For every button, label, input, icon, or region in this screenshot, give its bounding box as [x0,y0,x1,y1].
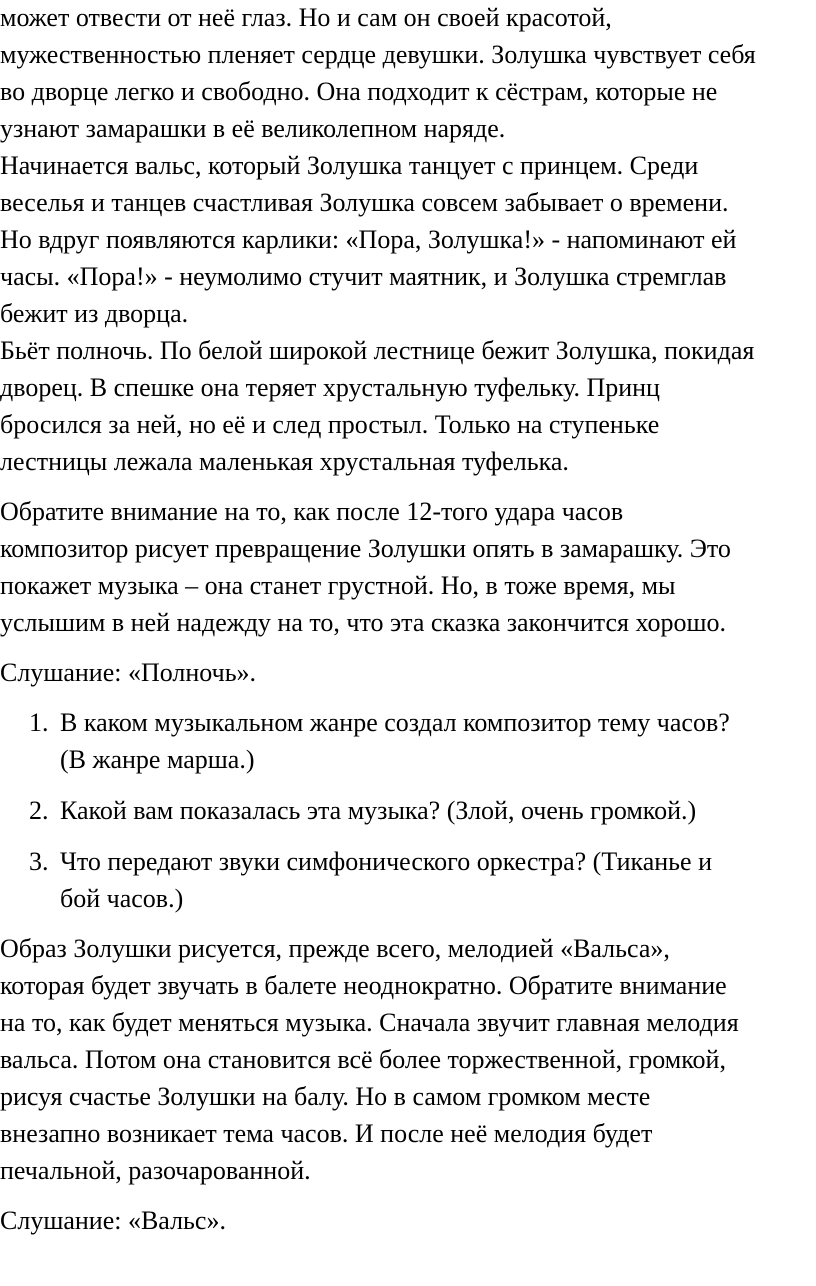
text-line: Обратите внимание на то, как после 12-того удара часов [0,497,624,526]
paragraph-attention [0,493,816,641]
text-line: композитор рисует превращение Золушки опять в замарашку. Это [0,534,731,563]
question-number: 1. [29,708,49,737]
spacer [0,829,816,843]
spacer [0,691,816,704]
spacer [0,1189,816,1202]
text-line: бросился за ней, но её и след простыл. Только на ступеньке [0,410,660,439]
spacer [0,641,816,654]
question-text-line: Какой вам показалась эта музыка? (Злой, очень громкой.) [60,796,697,825]
text-line: Образ Золушки рисуется, прежде всего, мелодией «Вальса», [0,934,670,963]
question-item [0,843,816,917]
question-text-line: (В жанре марша.) [60,745,255,774]
question-item [0,704,816,778]
text-line: узнают замарашки в её великолепном наряде. [0,114,506,143]
question-text-line: Что передают звуки симфонического оркестра? (Тиканье и [60,847,712,876]
spacer [0,917,816,930]
text-line: Бьёт полночь. По белой широкой лестнице бежит Золушка, покидая [0,336,755,365]
question-text-line: В каком музыкальном жанре создал композитор тему часов? [60,708,730,737]
text-line: может отвести от неё глаз. Но и сам он своей красотой, [0,3,612,32]
text-line: на то, как будет меняться музыка. Сначала звучит главная мелодия [0,1008,739,1037]
listening-midnight-heading [0,654,816,691]
story-text [0,0,816,480]
text-line: Но вдруг появляются карлики: «Пора, Золушка!» - напоминают ей [0,225,737,254]
question-text-line: бой часов.) [60,884,184,913]
paragraph-waltz-image [0,930,816,1189]
listening-waltz-label: Слушание: «Вальс». [0,1206,226,1235]
text-line: вальса. Потом она становится всё более торжественной, громкой, [0,1045,726,1074]
paragraph-ball [0,0,816,147]
paragraph-midnight [0,332,816,480]
text-line: рисуя счастье Золушки на балу. Но в самом громком месте [0,1082,651,1111]
text-line: бежит из дворца. [0,299,189,328]
question-number: 2. [29,796,49,825]
questions-list [0,704,816,917]
text-line: которая будет звучать в балете неоднократно. Обратите внимание [0,971,727,1000]
question-number: 3. [29,847,49,876]
text-line: лестницы лежала маленькая хрустальная туфелька. [0,447,569,476]
spacer [0,480,816,493]
question-item [0,792,816,829]
text-line: часы. «Пора!» - неумолимо стучит маятник, и Золушка стремглав [0,262,727,291]
text-line: веселья и танцев счастливая Золушка совсем забывает о времени. [0,188,729,217]
paragraph-waltz-begins [0,147,816,332]
text-line: во дворце легко и свободно. Она подходит к сёстрам, которые не [0,77,718,106]
text-line: дворец. В спешке она теряет хрустальную туфельку. Принц [0,373,660,402]
text-line: мужественностью пленяет сердце девушки. Золушка чувствует себя [0,40,756,69]
text-line: услышим в ней надежду на то, что эта сказка закончится хорошо. [0,608,726,637]
text-line: внезапно возникает тема часов. И после неё мелодия будет [0,1119,653,1148]
text-line: печальной, разочарованной. [0,1156,311,1185]
listening-midnight-label: Слушание: «Полночь». [0,658,257,687]
spacer [0,778,816,792]
listening-waltz-heading [0,1202,816,1239]
text-line: покажет музыка – она станет грустной. Но, в тоже время, мы [0,571,676,600]
text-line: Начинается вальс, который Золушка танцует с принцем. Среди [0,151,699,180]
